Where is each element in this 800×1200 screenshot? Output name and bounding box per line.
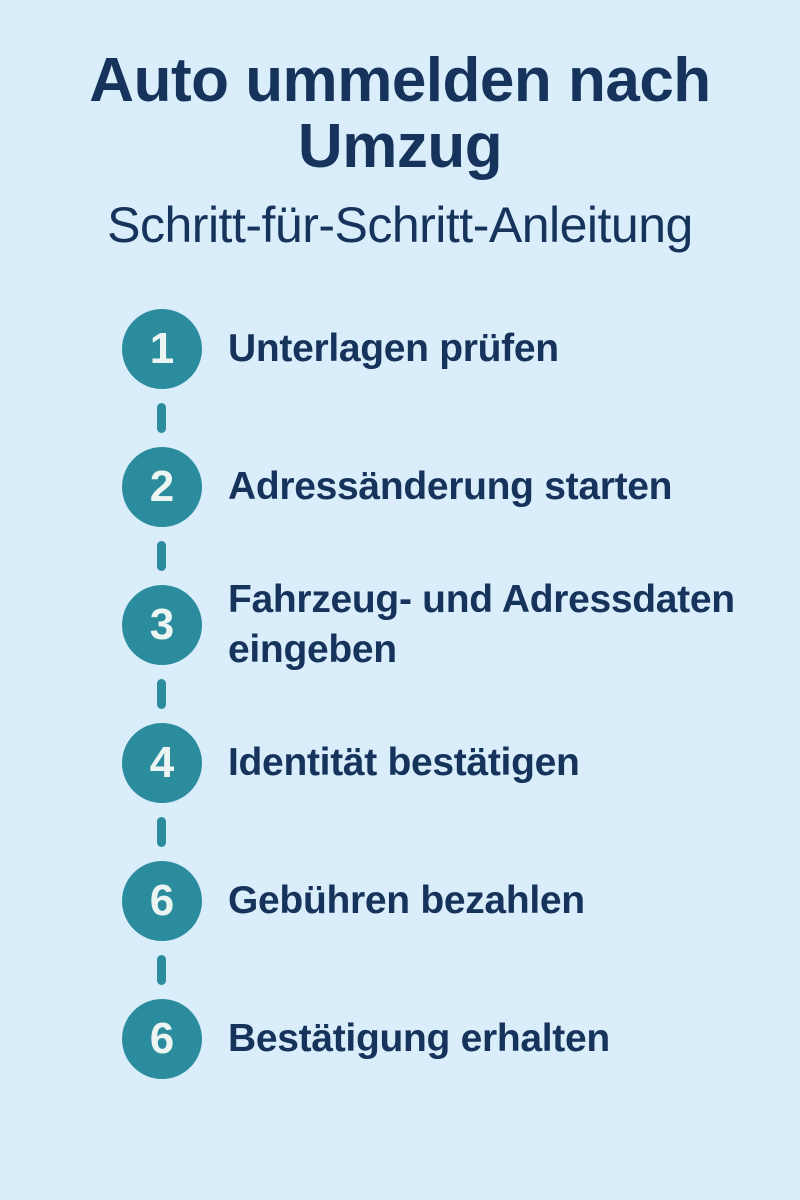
step-2-number: 2: [149, 461, 175, 511]
connector-dash: [157, 817, 166, 847]
step-list: [0, 309, 800, 1079]
step-3-circle: [122, 585, 202, 665]
step-3-number: 3: [149, 599, 175, 649]
header: [0, 0, 800, 255]
connector-3-4: [122, 665, 800, 723]
page-title-line1: Auto ummelden nach: [89, 46, 711, 115]
step-row-1: [122, 309, 800, 389]
connector-dash: [157, 679, 166, 709]
page-title-line2: Umzug: [297, 112, 503, 182]
step-4-number: 4: [149, 737, 175, 787]
step-row-6: [122, 999, 800, 1079]
step-5-circle: [122, 861, 202, 941]
step-row-5: [122, 861, 800, 941]
page-subtitle: Schritt-für-Schritt-Anleitung: [107, 196, 693, 253]
step-6-circle: [122, 999, 202, 1079]
connector-dash: [157, 541, 166, 571]
step-1-label: Unterlagen prüfen: [228, 326, 559, 370]
step-6-label: Bestätigung erhalten: [228, 1016, 610, 1060]
step-1-number: 1: [149, 323, 175, 373]
page-title: [0, 48, 800, 181]
connector-dash: [157, 403, 166, 433]
step-1-circle: [122, 309, 202, 389]
connector-5-6: [122, 941, 800, 999]
step-4-circle: [122, 723, 202, 803]
connector-4-5: [122, 803, 800, 861]
connector-dash: [157, 955, 166, 985]
step-row-2: [122, 447, 800, 527]
connector-1-2: [122, 389, 800, 447]
step-4-label: Identität bestätigen: [228, 740, 580, 784]
step-row-3: [122, 577, 800, 671]
step-2-label: Adressänderung starten: [228, 464, 673, 508]
step-3-label: Fahrzeug- und Adressdaten eingeben: [228, 577, 735, 671]
step-6-number: 6: [149, 1013, 175, 1063]
step-5-label: Gebühren bezahlen: [228, 878, 585, 922]
step-row-4: [122, 723, 800, 803]
step-5-number: 6: [149, 875, 175, 925]
step-2-circle: [122, 447, 202, 527]
